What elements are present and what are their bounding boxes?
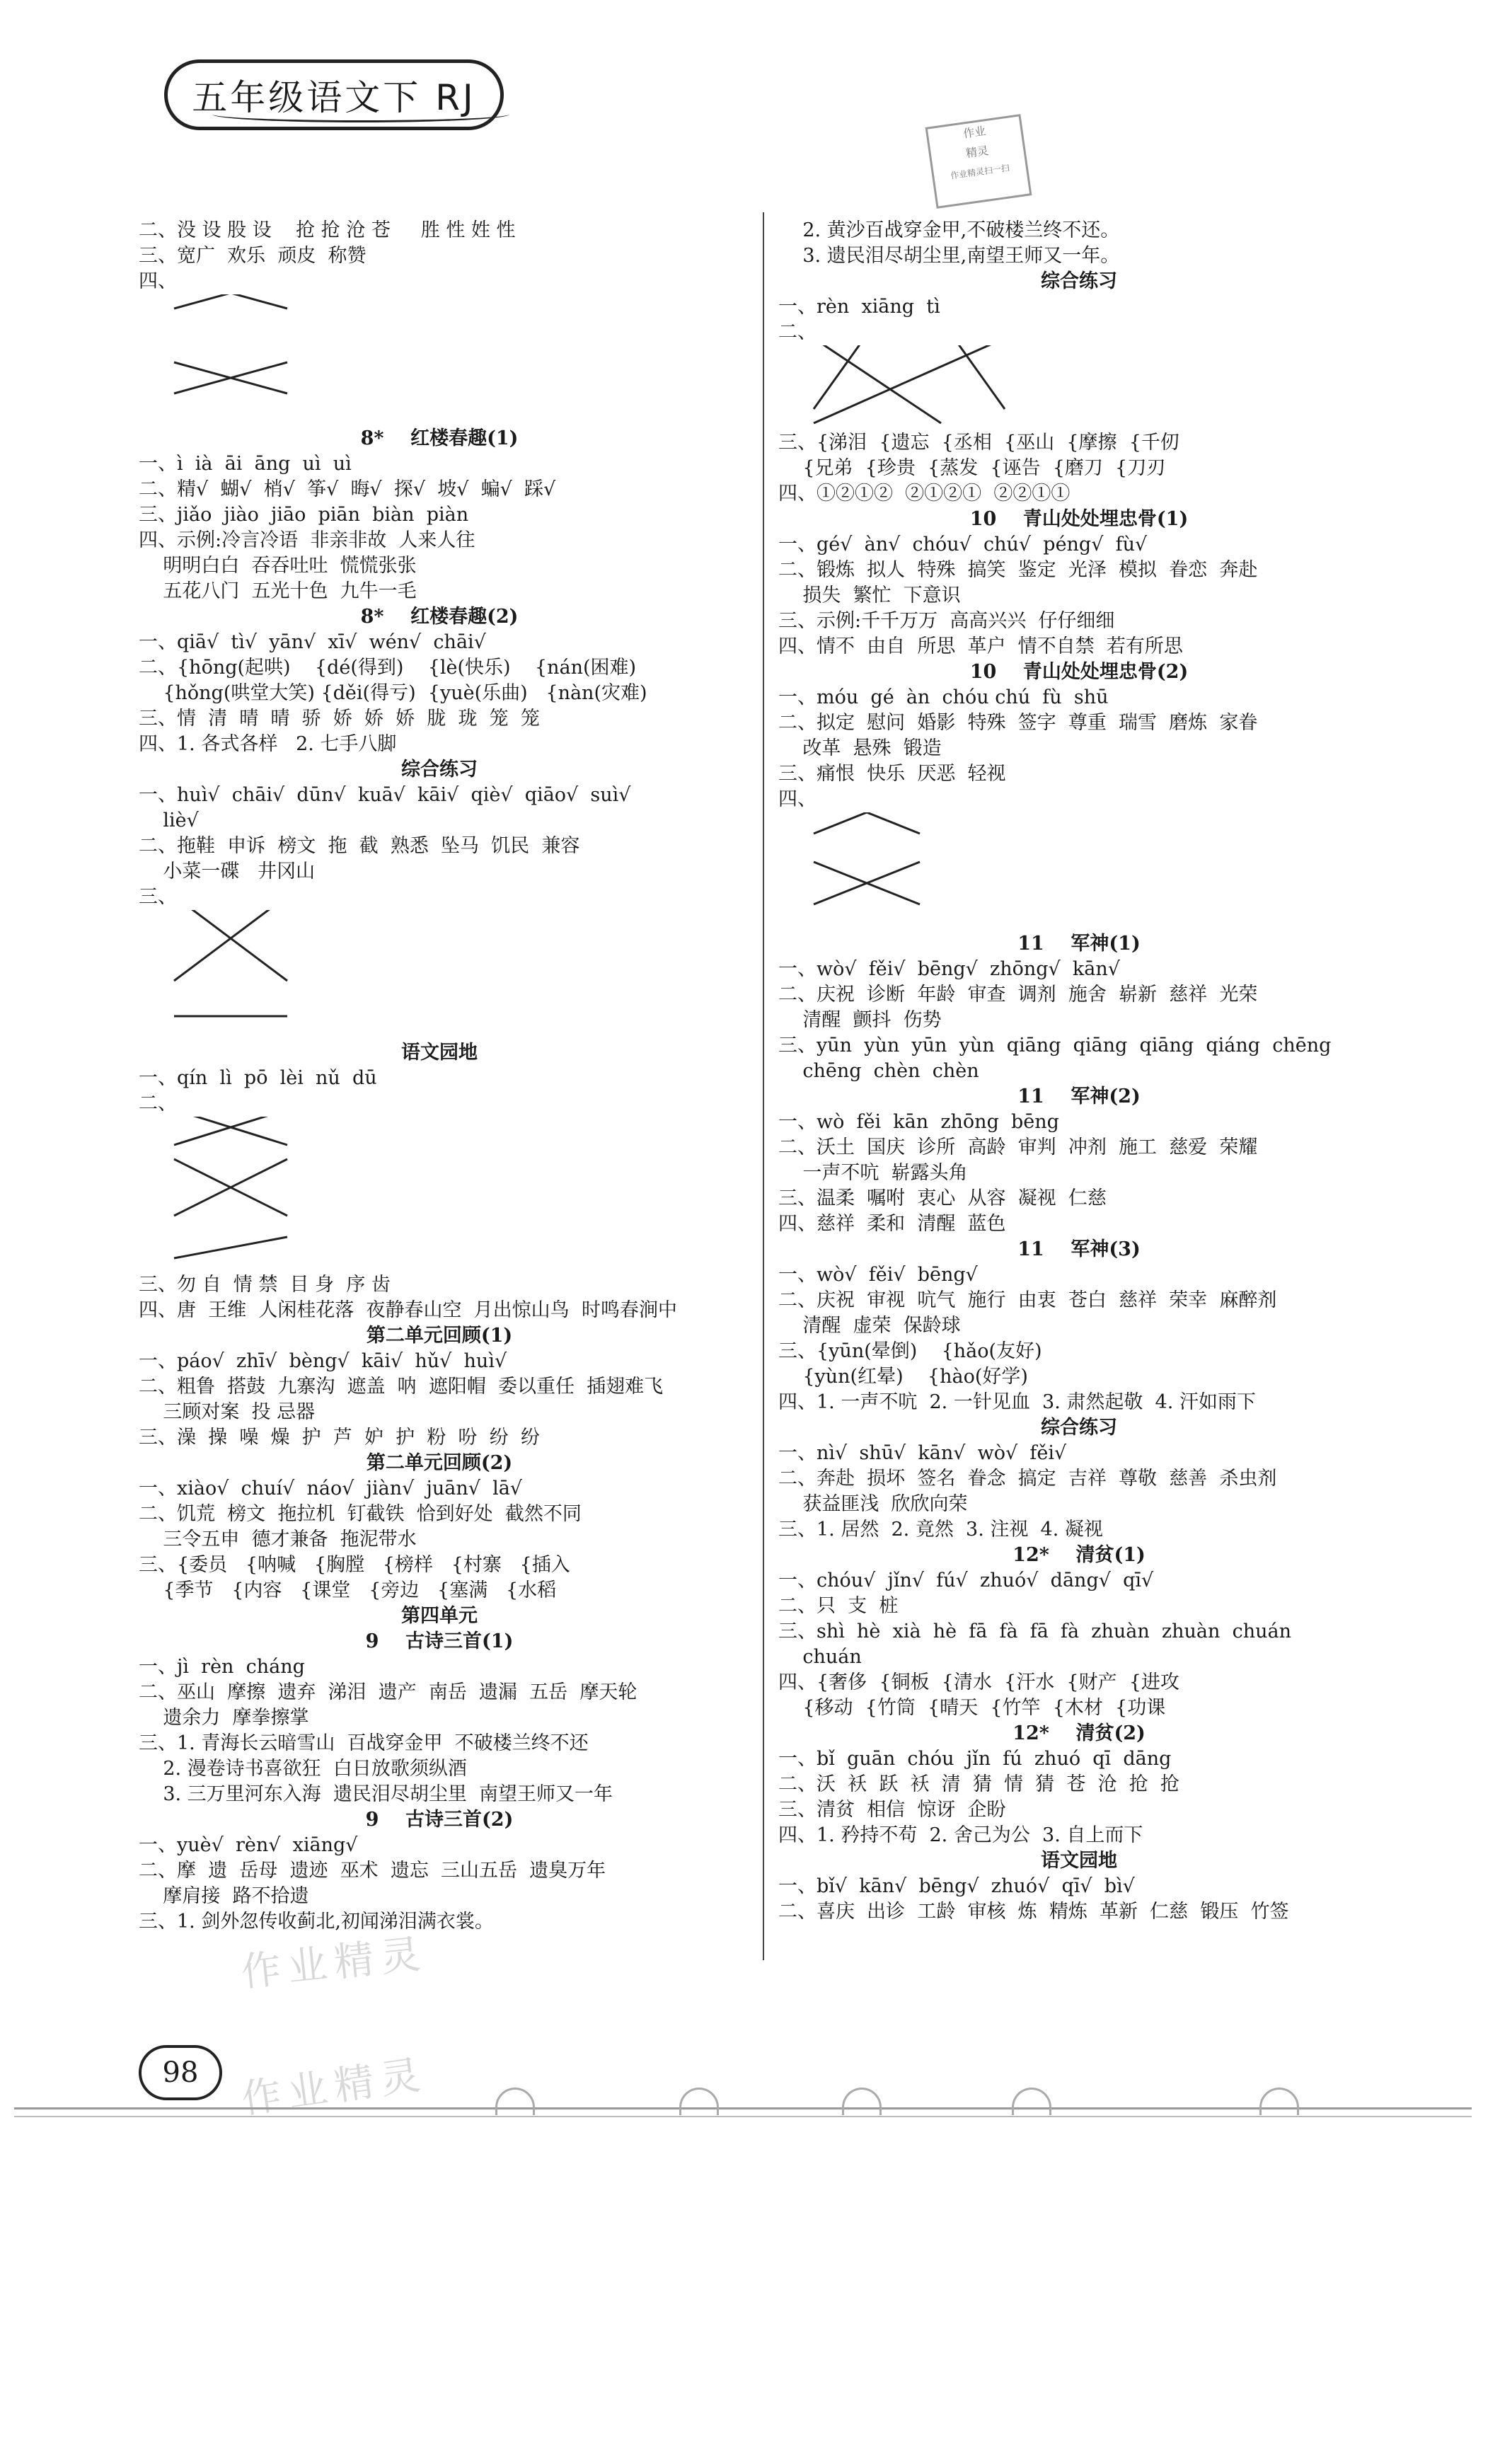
answer-line: 三、 xyxy=(139,886,177,908)
answer-line: 一、nì√ shū√ kān√ wò√ fěi√ xyxy=(778,1442,1067,1464)
footer-arc-decoration xyxy=(679,2088,719,2115)
answer-line: 二、奔赴 损坏 签名 眷念 搞定 吉祥 尊敬 慈善 杀虫剂 xyxy=(778,1468,1277,1490)
answer-line: 二、喜庆 出诊 工龄 审核 炼 精炼 革新 仁慈 锻压 竹签 xyxy=(778,1901,1289,1923)
answer-line: 明明白白 吞吞吐吐 慌慌张张 xyxy=(139,555,417,577)
answer-line: 一、páo√ zhī√ bèng√ kāi√ hǔ√ huì√ xyxy=(139,1350,507,1372)
answer-line: 一、qiā√ tì√ yān√ xī√ wén√ chāi√ xyxy=(139,631,486,653)
answer-line: 三、1. 剑外忽传收蓟北,初闻涕泪满衣裳。 xyxy=(139,1911,494,1933)
section-title: 8* 红楼春趣(2) xyxy=(360,606,519,628)
answer-line: 二、沃 袄 跃 袄 清 猜 情 猜 苍 沧 抢 抢 xyxy=(778,1773,1179,1795)
answer-line: 获益匪浅 欣欣向荣 xyxy=(778,1493,968,1515)
answer-line: 三令五申 德才兼备 拖泥带水 xyxy=(139,1529,417,1550)
section-title: 语文园地 xyxy=(1041,1850,1117,1872)
answer-line: 二、摩 遗 岳母 遗迹 巫术 遗忘 三山五岳 遗臭万年 xyxy=(139,1860,606,1882)
footer-arc-decoration xyxy=(842,2088,882,2115)
answer-line: 四、1. 各式各样 2. 七手八脚 xyxy=(139,733,397,755)
answer-line: 二、庆祝 诊断 年龄 审查 调剂 施舍 崭新 慈祥 光荣 xyxy=(778,984,1258,1006)
answer-line: 三、jiǎo jiào jiāo piān biàn piàn xyxy=(139,504,469,526)
section-title: 11 军神(3) xyxy=(1017,1238,1141,1260)
answer-line: 四、1. 矜持不苟 2. 舍己为公 3. 自上而下 xyxy=(778,1824,1143,1846)
section-title: 9 古诗三首(2) xyxy=(365,1809,514,1831)
answer-line: 2. 黄沙百战穿金甲,不破楼兰终不还。 xyxy=(778,219,1120,241)
answer-line: 一声不吭 崭露头角 xyxy=(778,1162,968,1184)
answer-line: 一、móu gé àn chóu chú fù shū xyxy=(778,686,1109,708)
answer-line: 一、wò√ fěi√ bēng√ zhōng√ kān√ xyxy=(778,958,1120,980)
answer-line: 摩肩接 路不拾遗 xyxy=(139,1885,309,1907)
answer-line: 3. 三万里河东入海 遗民泪尽胡尘里 南望王师又一年 xyxy=(139,1783,613,1805)
answer-line: 三、{涕泪 {遗忘 {丞相 {巫山 {摩擦 {千仞 xyxy=(778,432,1179,454)
answer-line: 二、 xyxy=(139,1093,177,1115)
answer-line: 三、{委员 {呐喊 {胸膛 {榜样 {村寨 {插入 xyxy=(139,1554,570,1576)
answer-line: 一、bǐ√ kān√ bēng√ zhuó√ qī√ bì√ xyxy=(778,1875,1135,1897)
answer-line: 四、慈祥 柔和 清醒 蓝色 xyxy=(778,1213,1006,1235)
answer-line: 二、只 支 桩 xyxy=(778,1595,899,1617)
answer-line: liè√ xyxy=(139,810,199,831)
section-title: 12* 清贫(2) xyxy=(1012,1722,1146,1744)
answer-line: {hǒng(哄堂大笑) {děi(得亏) {yuè(乐曲) {nàn(灾难) xyxy=(139,682,647,704)
footer-rule xyxy=(14,2116,1472,2117)
answer-line: 一、jì rèn cháng xyxy=(139,1656,305,1678)
answer-line: 三、1. 居然 2. 竟然 3. 注视 4. 凝视 xyxy=(778,1519,1103,1541)
answer-line: 一、huì√ chāi√ dūn√ kuā√ kāi√ qiè√ qiāo√ suì√ xyxy=(139,784,631,806)
answer-line: 二、巫山 摩擦 遗弃 涕泪 遗产 南岳 遗漏 五岳 摩天轮 xyxy=(139,1681,638,1703)
answer-line: 四、示例:冷言冷语 非亲非故 人来人往 xyxy=(139,529,475,551)
answer-line: 清醒 虚荣 保龄球 xyxy=(778,1315,961,1337)
matching-diagram xyxy=(139,1117,740,1272)
answer-line: 三、温柔 嘱咐 衷心 从容 凝视 仁慈 xyxy=(778,1187,1107,1209)
answer-line: {兄弟 {珍贵 {蒸发 {诬告 {磨刀 {刀刃 xyxy=(778,457,1166,479)
title-swoosh xyxy=(212,106,509,122)
answer-line: 五花八门 五光十色 九牛一毛 xyxy=(139,580,417,602)
answer-line: 一、wò√ fěi√ bēng√ xyxy=(778,1264,978,1286)
matching-lines xyxy=(778,345,1061,430)
section-title: 第二单元回顾(2) xyxy=(366,1452,513,1474)
answer-line: 二、锻炼 拟人 特殊 搞笑 鉴定 光泽 模拟 眷恋 奔赴 xyxy=(778,559,1258,581)
section-title: 11 军神(1) xyxy=(1017,933,1141,955)
answer-line: 遗余力 摩拳擦掌 xyxy=(139,1707,309,1729)
unit-title: 第四单元 xyxy=(401,1605,478,1627)
section-title: 10 青山处处埋忠骨(2) xyxy=(969,661,1189,683)
section-title: 综合练习 xyxy=(1041,270,1117,292)
column-divider xyxy=(763,212,764,1960)
answer-line: 四、①②①② ②①②① ②②①① xyxy=(778,483,1071,505)
answer-line: 三、清贫 相信 惊讶 企盼 xyxy=(778,1799,1006,1821)
answer-line: 四、唐 王维 人闲桂花落 夜静春山空 月出惊山鸟 时鸣春涧中 xyxy=(139,1299,677,1321)
answer-line: 三、勿 自 情 禁 目 身 序 齿 xyxy=(139,1274,391,1296)
book-title: 五年级语文下 RJ xyxy=(164,59,504,130)
answer-line: 二、粗鲁 搭鼓 九寨沟 遮盖 呐 遮阳帽 委以重任 插翅难飞 xyxy=(139,1376,664,1398)
stamp-line3: 作业精灵扫一扫 xyxy=(950,163,1010,181)
app-stamp-logo xyxy=(925,114,1032,209)
answer-line: 四、 xyxy=(139,270,177,292)
answer-line: 二、{hōng(起哄) {dé(得到) {lè(快乐) {nán(困难) xyxy=(139,657,637,679)
answer-line: 三顾对案 投 忌器 xyxy=(139,1401,316,1423)
stamp-line2: 精灵 xyxy=(964,143,990,161)
answer-line: 三、yūn yùn yūn yùn qiāng qiāng qiāng qiáng chēng xyxy=(778,1035,1332,1057)
stamp-line1: 作业 xyxy=(962,124,987,141)
matching-lines xyxy=(139,294,351,426)
answer-line: 三、示例:千千万万 高高兴兴 仔仔细细 xyxy=(778,610,1115,632)
section-title: 12* 清贫(1) xyxy=(1012,1544,1146,1566)
left-column xyxy=(139,218,740,1935)
answer-line: 2. 漫卷诗书喜欲狂 白日放歌须纵酒 xyxy=(139,1758,467,1780)
answer-line: 三、{yūn(晕倒) {hǎo(友好) xyxy=(778,1340,1042,1362)
answer-line: 一、bǐ guān chóu jǐn fú zhuó qī dāng xyxy=(778,1748,1172,1770)
answer-line: 四、情不 由自 所思 革户 情不自禁 若有所思 xyxy=(778,635,1183,657)
matching-diagram xyxy=(778,345,1380,430)
answer-line: 三、宽广 欢乐 顽皮 称赞 xyxy=(139,245,367,267)
answer-line: 二、沃土 国庆 诊所 高龄 审判 冲剂 施工 慈爱 荣耀 xyxy=(778,1136,1258,1158)
answer-line: chēng chèn chèn xyxy=(778,1060,979,1082)
answer-line: 一、rèn xiāng tì xyxy=(778,296,940,318)
answer-line: 二、 xyxy=(778,321,817,343)
answer-line: 清醒 颤抖 伤势 xyxy=(778,1009,942,1031)
answer-line: 三、澡 操 噪 燥 护 芦 妒 护 粉 吩 纷 纷 xyxy=(139,1427,540,1449)
section-title: 10 青山处处埋忠骨(1) xyxy=(969,508,1189,530)
answer-line: 小菜一碟 井冈山 xyxy=(139,860,316,882)
answer-line: 一、yuè√ rèn√ xiāng√ xyxy=(139,1834,358,1856)
section-title: 11 军神(2) xyxy=(1017,1086,1141,1107)
answer-line: 一、xiào√ chuí√ náo√ jiàn√ juān√ lā√ xyxy=(139,1478,523,1499)
matching-lines xyxy=(139,910,351,1040)
section-title: 语文园地 xyxy=(401,1042,478,1064)
matching-lines xyxy=(778,812,1061,931)
answer-line: 一、gé√ àn√ chóu√ chú√ péng√ fù√ xyxy=(778,534,1148,555)
section-title: 第二单元回顾(1) xyxy=(366,1325,513,1347)
footer-arc-decoration xyxy=(1259,2088,1299,2115)
footer-arc-decoration xyxy=(1012,2088,1051,2115)
answer-line: {季节 {内容 {课堂 {旁边 {塞满 {水稻 xyxy=(139,1579,557,1601)
matching-diagram xyxy=(139,294,740,426)
answer-line: 二、庆祝 审视 吭气 施行 由衷 苍白 慈祥 荣幸 麻醉剂 xyxy=(778,1289,1277,1311)
footer-rule xyxy=(14,2107,1472,2109)
matching-diagram xyxy=(778,812,1380,931)
answer-line: 二、饥荒 榜文 拖拉机 钉截铁 恰到好处 截然不同 xyxy=(139,1503,582,1525)
matching-diagram xyxy=(139,910,740,1040)
answer-line: 一、ì ià āi āng uì uì xyxy=(139,453,352,475)
answer-line: 二、拟定 慰问 婚影 特殊 签字 尊重 瑞雪 磨炼 家眷 xyxy=(778,712,1258,734)
section-title: 综合练习 xyxy=(1041,1417,1117,1439)
answer-line: {移动 {竹筒 {晴天 {竹竿 {木材 {功课 xyxy=(778,1697,1166,1719)
watermark: 作业精灵 xyxy=(238,2051,430,2124)
answer-line: 损失 繁忙 下意识 xyxy=(778,585,961,606)
section-title: 8* 红楼春趣(1) xyxy=(360,427,519,449)
right-column xyxy=(778,218,1380,1925)
watermark: 作业精灵 xyxy=(238,1930,430,1996)
footer-arc-decoration xyxy=(495,2088,535,2115)
answer-line: 二、拖鞋 申诉 榜文 拖 截 熟悉 坠马 饥民 兼容 xyxy=(139,835,580,857)
answer-line: 三、痛恨 快乐 厌恶 轻视 xyxy=(778,763,1006,785)
answer-line: 二、没 设 股 设 抢 抢 沧 苍 胜 性 姓 性 xyxy=(139,219,516,241)
answer-line: 四、{奢侈 {铜板 {清水 {汗水 {财产 {进攻 xyxy=(778,1671,1179,1693)
answer-line: {yùn(红晕) {hào(好学) xyxy=(778,1366,1028,1388)
answer-line: 一、wò fěi kān zhōng bēng xyxy=(778,1111,1059,1133)
matching-lines xyxy=(139,1117,351,1272)
answer-line: 三、1. 青海长云暗雪山 百战穿金甲 不破楼兰终不还 xyxy=(139,1732,589,1754)
answer-line: 二、精√ 蝴√ 梢√ 筝√ 晦√ 探√ 坡√ 蝙√ 踩√ xyxy=(139,478,556,500)
answer-line: 四、 xyxy=(778,788,817,810)
answer-line: 改革 悬殊 锻造 xyxy=(778,737,942,759)
section-title: 9 古诗三首(1) xyxy=(365,1630,514,1652)
page-number: 98 xyxy=(139,2045,222,2100)
answer-line: 三、shì hè xià hè fā fà fā fà zhuàn zhuàn chuán xyxy=(778,1620,1291,1642)
answer-line: chuán xyxy=(778,1646,862,1668)
answer-line: 一、chóu√ jǐn√ fú√ zhuó√ dāng√ qī√ xyxy=(778,1570,1154,1591)
answer-line: 四、1. 一声不吭 2. 一针见血 3. 肃然起敬 4. 汗如雨下 xyxy=(778,1391,1256,1413)
answer-line: 一、qín lì pō lèi nǔ dū xyxy=(139,1067,377,1089)
answer-line: 3. 遗民泪尽胡尘里,南望王师又一年。 xyxy=(778,245,1120,267)
answer-line: 三、情 清 晴 晴 骄 娇 娇 娇 胧 珑 笼 笼 xyxy=(139,708,540,730)
section-title: 综合练习 xyxy=(401,759,478,781)
